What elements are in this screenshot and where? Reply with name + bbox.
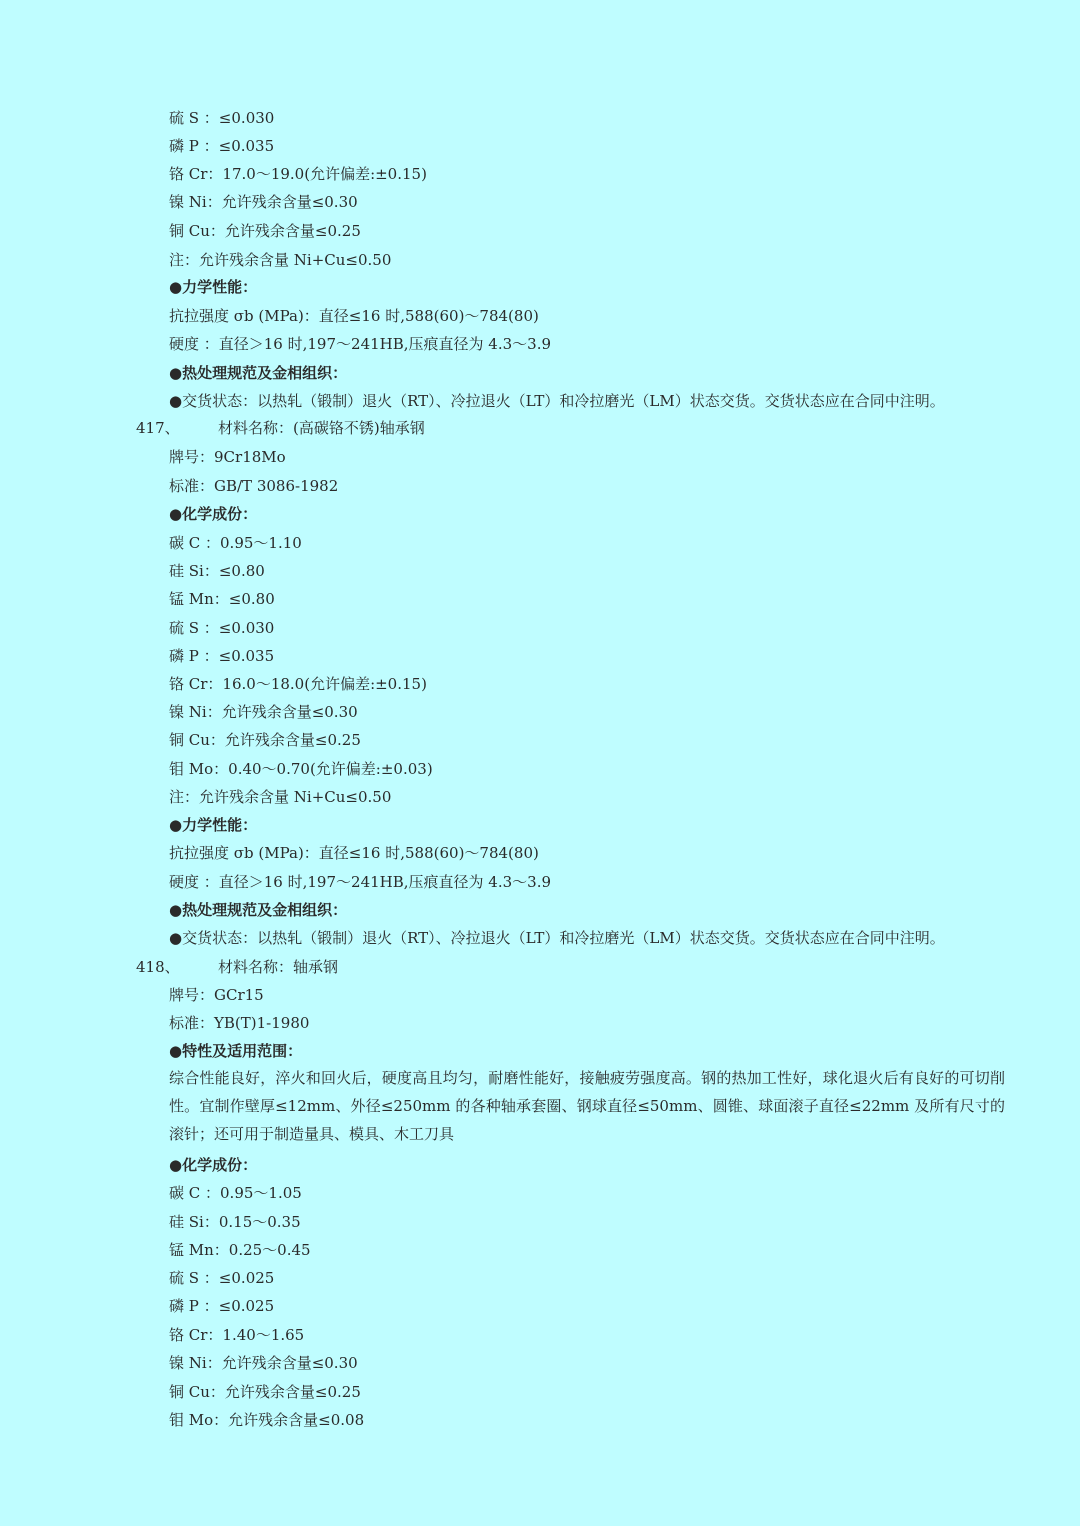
text-line: 铬 Cr：16.0～18.0(允许偏差:±0.15) xyxy=(169,675,427,693)
text-line: 硅 Si：0.15～0.35 xyxy=(169,1213,301,1231)
text-line: 磷 P ：≤0.025 xyxy=(169,1297,275,1315)
text-line: 磷 P ：≤0.035 xyxy=(169,647,275,665)
text-line: 硬度 ：直径＞16 时,197～241HB,压痕直径为 4.3～3.9 xyxy=(169,873,552,891)
text-line: 铬 Cr：1.40～1.65 xyxy=(169,1326,305,1344)
section-heading: ●热处理规范及金相组织： xyxy=(169,901,348,919)
section-heading: ●力学性能： xyxy=(169,278,258,296)
text-line: 磷 P ：≤0.035 xyxy=(169,137,275,155)
text-line: 镍 Ni：允许残余含量≤0.30 xyxy=(169,703,358,721)
text-line: 铜 Cu：允许残余含量≤0.25 xyxy=(169,222,361,240)
section-heading: ●热处理规范及金相组织： xyxy=(169,364,348,382)
text-line: 注：允许残余含量 Ni+Cu≤0.50 xyxy=(169,251,392,269)
item-title: 材料名称：轴承钢 xyxy=(218,958,339,976)
text-line: 硫 S ：≤0.030 xyxy=(169,619,275,637)
item-number: 418、 xyxy=(136,958,180,976)
text-line: 锰 Mn：≤0.80 xyxy=(169,590,275,608)
text-line: 镍 Ni：允许残余含量≤0.30 xyxy=(169,193,358,211)
text-line: 铜 Cu：允许残余含量≤0.25 xyxy=(169,731,361,749)
text-line: 钼 Mo：0.40～0.70(允许偏差:±0.03) xyxy=(169,760,433,778)
section-heading: ●力学性能： xyxy=(169,816,258,834)
text-line: 抗拉强度 σb (MPa)：直径≤16 时,588(60)～784(80) xyxy=(169,307,539,325)
text-line: 抗拉强度 σb (MPa)：直径≤16 时,588(60)～784(80) xyxy=(169,844,539,862)
text-line: 牌号：GCr15 xyxy=(169,986,264,1004)
description-paragraph: 综合性能良好，淬火和回火后，硬度高且均匀，耐磨性能好，接触疲劳强度高。钢的热加工性好，球化退火后有良好的可切削性。宜制作壁厚≤12mm、外径≤250mm 的各种轴承套圈、钢球直径≤50mm、圆锥、球面滚子直径≤22mm 及所有尺寸的滚针；还可用于制造量具、模具、木工刀具 xyxy=(169,1069,1005,1143)
item-title: 材料名称：(高碳铬不锈)轴承钢 xyxy=(218,419,425,437)
text-line: 硫 S ：≤0.030 xyxy=(169,109,275,127)
text-line: 钼 Mo：允许残余含量≤0.08 xyxy=(169,1411,365,1429)
text-line: 硫 S ：≤0.025 xyxy=(169,1269,275,1287)
text-line: ●交货状态：以热轧（锻制）退火（RT）、冷拉退火（LT）和冷拉磨光（LM）状态交货。交货状态应在合同中注明。 xyxy=(169,929,945,947)
text-line: 锰 Mn：0.25～0.45 xyxy=(169,1241,311,1259)
text-line: 碳 C ：0.95～1.10 xyxy=(169,534,302,552)
text-line: 铬 Cr：17.0～19.0(允许偏差:±0.15) xyxy=(169,165,427,183)
item-number: 417、 xyxy=(136,419,180,437)
text-line: 镍 Ni：允许残余含量≤0.30 xyxy=(169,1354,358,1372)
text-line: ●交货状态：以热轧（锻制）退火（RT）、冷拉退火（LT）和冷拉磨光（LM）状态交货。交货状态应在合同中注明。 xyxy=(169,392,945,410)
text-line: 碳 C ：0.95～1.05 xyxy=(169,1184,302,1202)
text-line: 标准：YB(T)1-1980 xyxy=(169,1014,310,1032)
text-line: 硅 Si：≤0.80 xyxy=(169,562,265,580)
text-line: 注：允许残余含量 Ni+Cu≤0.50 xyxy=(169,788,392,806)
text-line: 牌号：9Cr18Mo xyxy=(169,448,286,466)
text-line: 标准：GB/T 3086-1982 xyxy=(169,477,339,495)
section-heading: ●特性及适用范围： xyxy=(169,1042,303,1060)
text-line: 铜 Cu：允许残余含量≤0.25 xyxy=(169,1383,361,1401)
section-heading: ●化学成份： xyxy=(169,505,258,523)
text-line: 硬度 ：直径＞16 时,197～241HB,压痕直径为 4.3～3.9 xyxy=(169,335,552,353)
section-heading: ●化学成份： xyxy=(169,1156,258,1174)
